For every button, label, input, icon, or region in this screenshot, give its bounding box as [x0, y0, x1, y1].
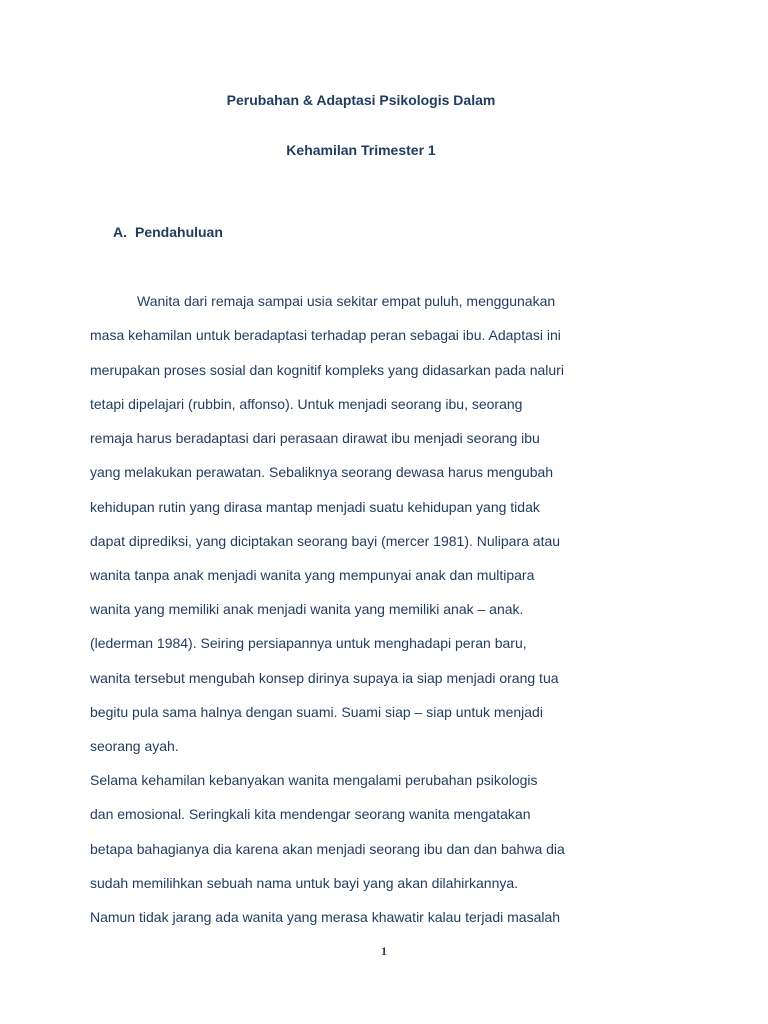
document-title-line-2: Kehamilan Trimester 1 — [286, 142, 436, 158]
section-heading-text: Pendahuluan — [135, 224, 223, 240]
section-heading — [113, 224, 223, 240]
body-line-10: wanita yang memiliki anak menjadi wanita yang memiliki anak – anak. — [90, 601, 524, 617]
body-line-9: wanita tanpa anak menjadi wanita yang mempunyai anak dan multipara — [90, 567, 535, 583]
body-line-15: Selama kehamilan kebanyakan wanita mengalami perubahan psikologis — [90, 772, 538, 788]
body-line-13: begitu pula sama halnya dengan suami. Suami siap – siap untuk menjadi — [90, 704, 543, 720]
body-line-17: betapa bahagianya dia karena akan menjadi seorang ibu dan dan bahwa dia — [90, 841, 565, 857]
body-line-14: seorang ayah. — [90, 738, 179, 754]
body-line-11: (lederman 1984). Seiring persiapannya untuk menghadapi peran baru, — [90, 635, 527, 651]
body-line-6: yang melakukan perawatan. Sebaliknya seorang dewasa harus mengubah — [90, 464, 554, 480]
body-line-3: merupakan proses sosial dan kognitif kompleks yang didasarkan pada naluri — [90, 362, 564, 378]
body-line-19: Namun tidak jarang ada wanita yang merasa khawatir kalau terjadi masalah — [90, 909, 561, 925]
body-line-18: sudah memilihkan sebuah nama untuk bayi yang akan dilahirkannya. — [90, 875, 519, 891]
body-line-8: dapat diprediksi, yang diciptakan seorang bayi (mercer 1981). Nulipara atau — [90, 533, 561, 549]
body-line-16: dan emosional. Seringkali kita mendengar seorang wanita mengatakan — [90, 806, 531, 822]
body-line-4: tetapi dipelajari (rubbin, affonso). Untuk menjadi seorang ibu, seorang — [90, 396, 523, 412]
body-line-12: wanita tersebut mengubah konsep dirinya supaya ia siap menjadi orang tua — [90, 670, 559, 686]
body-line-2: masa kehamilan untuk beradaptasi terhadap peran sebagai ibu. Adaptasi ini — [90, 327, 561, 343]
body-line-5: remaja harus beradaptasi dari perasaan dirawat ibu menjadi seorang ibu — [90, 430, 540, 446]
body-line-1: Wanita dari remaja sampai usia sekitar empat puluh, menggunakan — [137, 293, 556, 309]
document-title-line-1: Perubahan & Adaptasi Psikologis Dalam — [226, 92, 496, 108]
page-number: 1 — [381, 944, 387, 958]
section-marker: A. — [113, 224, 127, 240]
body-line-7: kehidupan rutin yang dirasa mantap menjadi suatu kehidupan yang tidak — [90, 499, 540, 515]
